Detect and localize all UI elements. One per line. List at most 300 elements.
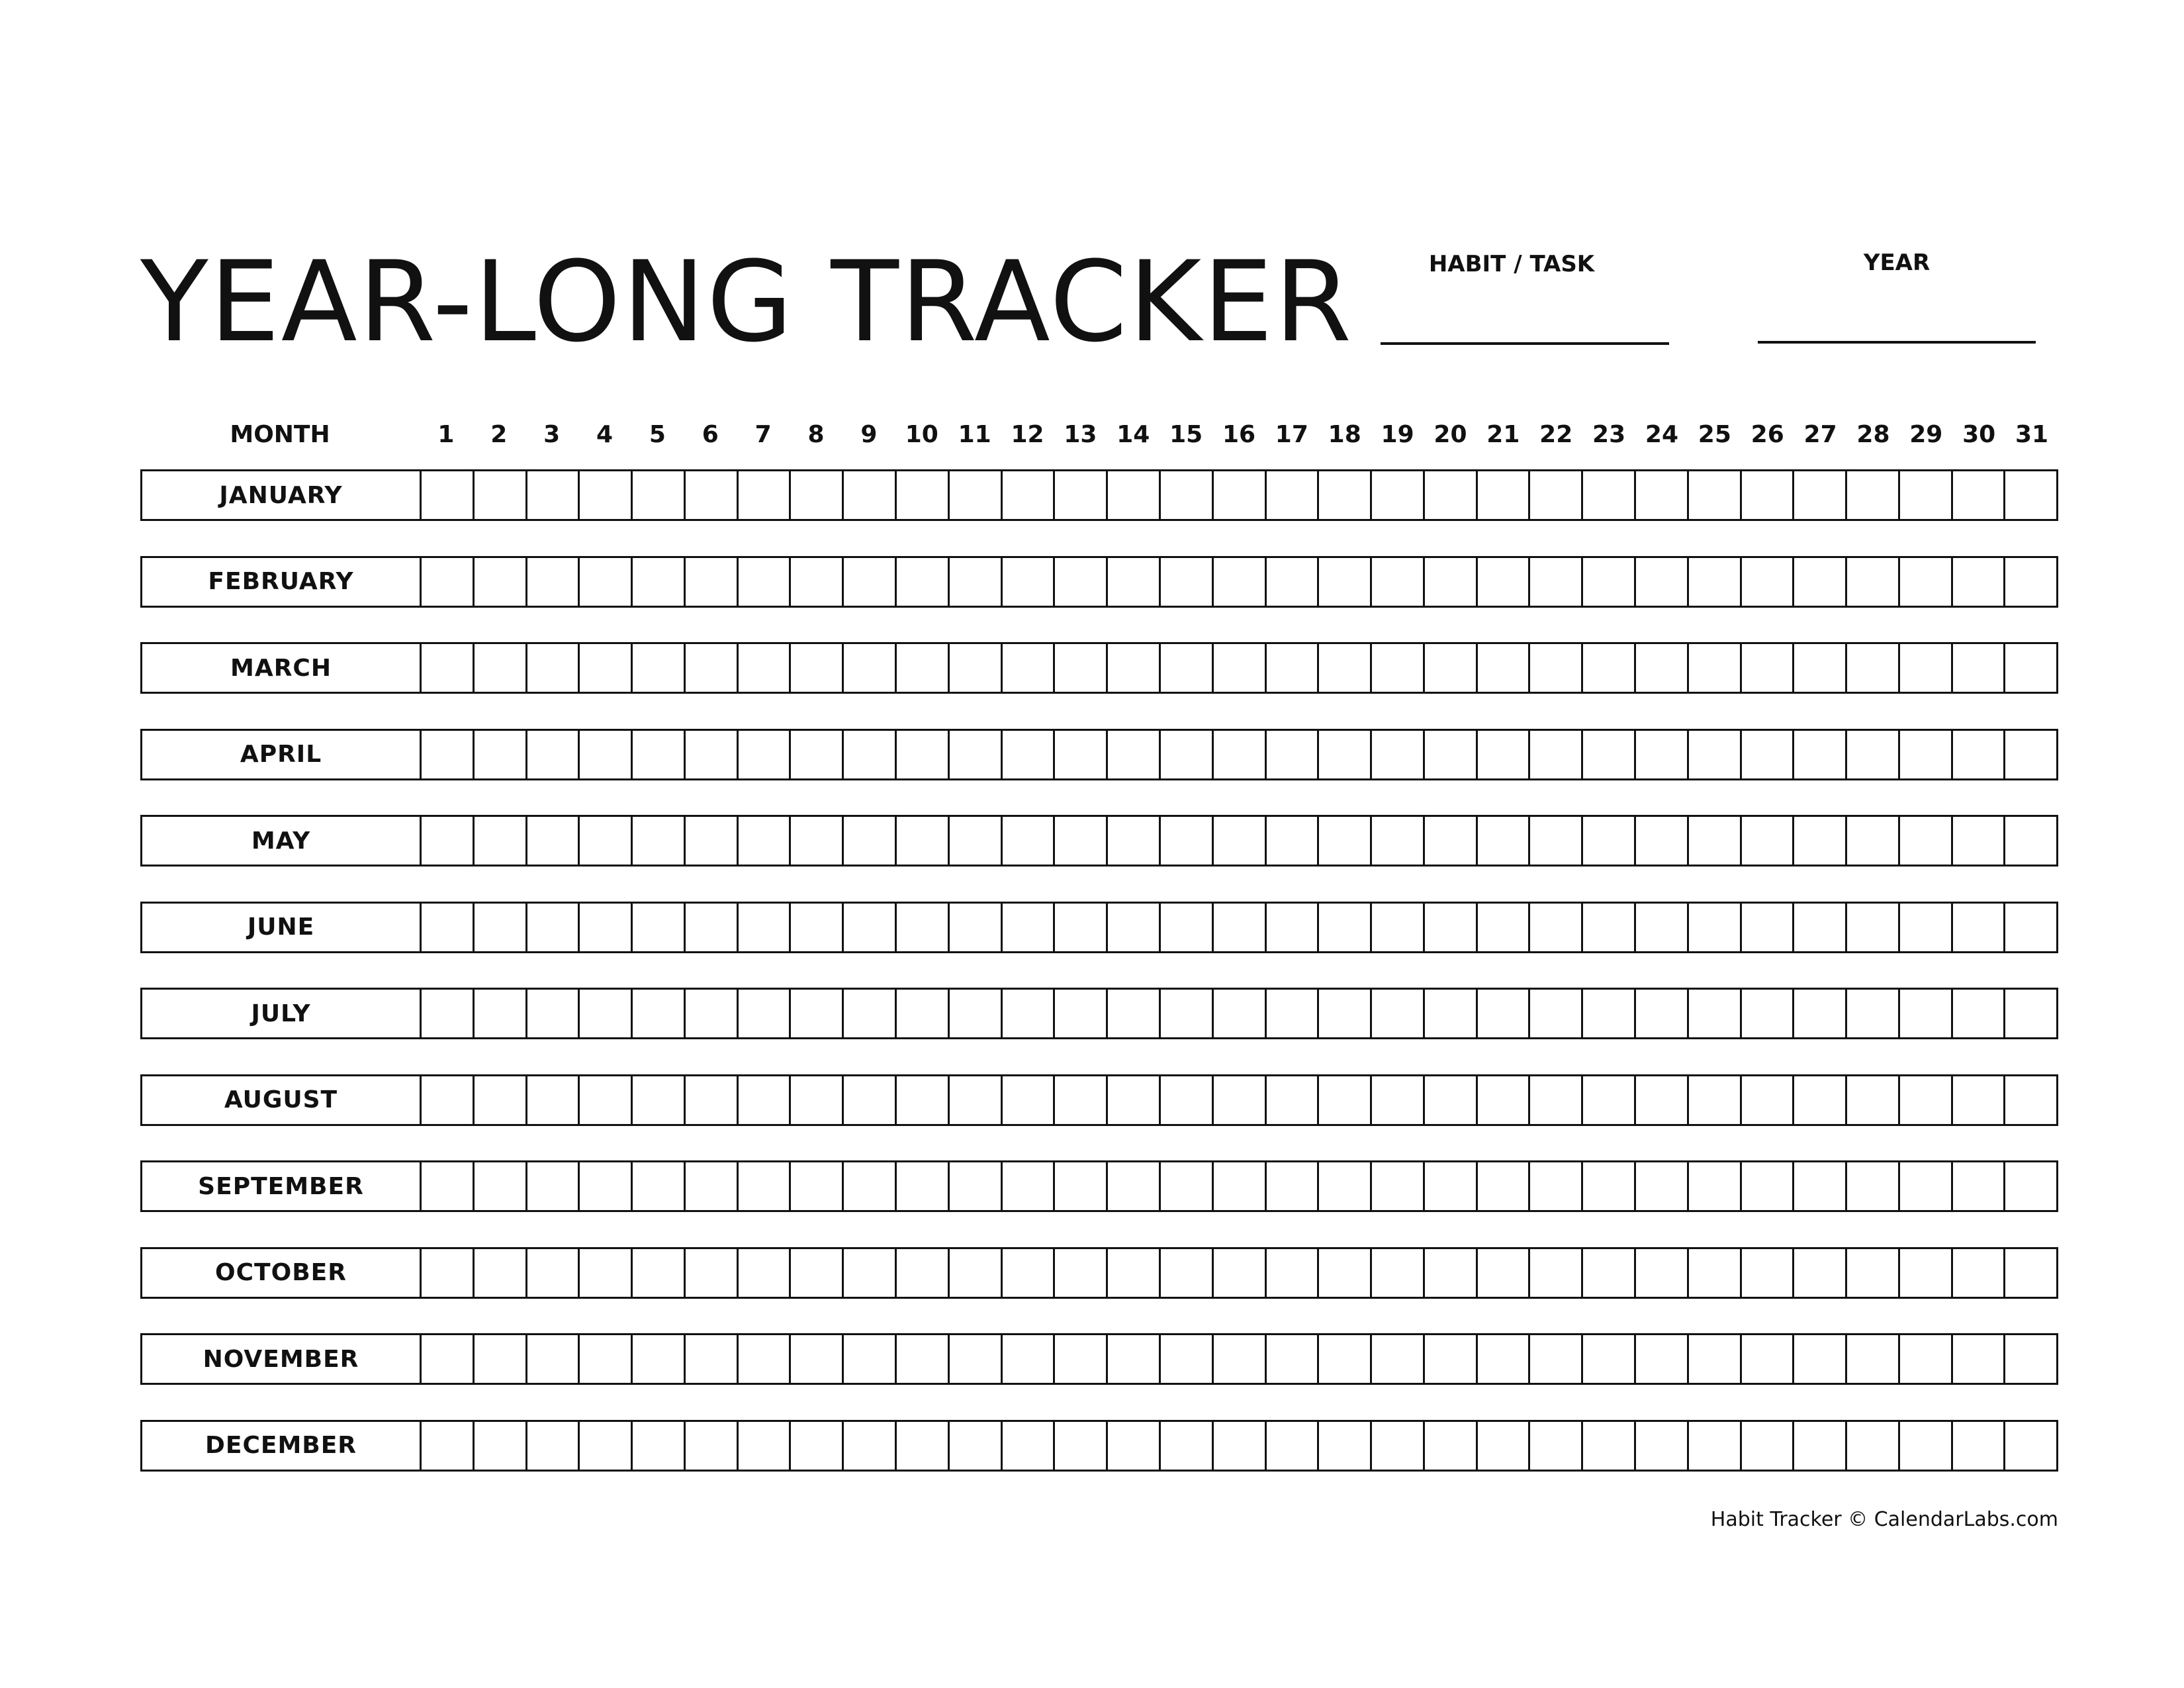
day-checkbox-cell[interactable] bbox=[1530, 1422, 1583, 1470]
day-checkbox-cell[interactable] bbox=[739, 904, 792, 951]
day-checkbox-cell[interactable] bbox=[1847, 1335, 1900, 1383]
day-checkbox-cell[interactable] bbox=[1214, 1076, 1267, 1124]
day-checkbox-cell[interactable] bbox=[1425, 731, 1478, 778]
day-checkbox-cell[interactable] bbox=[422, 1335, 475, 1383]
day-checkbox-cell[interactable] bbox=[1953, 731, 2006, 778]
day-checkbox-cell[interactable] bbox=[1319, 990, 1372, 1037]
day-checkbox-cell[interactable] bbox=[1055, 1162, 1108, 1210]
day-checkbox-cell[interactable] bbox=[1161, 471, 1214, 519]
day-checkbox-cell[interactable] bbox=[1794, 904, 1847, 951]
day-checkbox-cell[interactable] bbox=[1372, 644, 1425, 692]
day-checkbox-cell[interactable] bbox=[633, 1076, 686, 1124]
day-checkbox-cell[interactable] bbox=[580, 558, 633, 606]
day-checkbox-cell[interactable] bbox=[1108, 990, 1161, 1037]
day-checkbox-cell[interactable] bbox=[580, 644, 633, 692]
day-checkbox-cell[interactable] bbox=[1689, 1422, 1742, 1470]
day-checkbox-cell[interactable] bbox=[791, 471, 844, 519]
day-checkbox-cell[interactable] bbox=[897, 1249, 950, 1297]
day-checkbox-cell[interactable] bbox=[1161, 644, 1214, 692]
day-checkbox-cell[interactable] bbox=[1900, 1249, 1953, 1297]
day-checkbox-cell[interactable] bbox=[1372, 904, 1425, 951]
day-checkbox-cell[interactable] bbox=[897, 1076, 950, 1124]
day-checkbox-cell[interactable] bbox=[844, 817, 897, 865]
day-checkbox-cell[interactable] bbox=[1214, 1335, 1267, 1383]
day-checkbox-cell[interactable] bbox=[844, 1162, 897, 1210]
day-checkbox-cell[interactable] bbox=[1108, 644, 1161, 692]
day-checkbox-cell[interactable] bbox=[1953, 1422, 2006, 1470]
day-checkbox-cell[interactable] bbox=[1108, 817, 1161, 865]
day-checkbox-cell[interactable] bbox=[1003, 1162, 1056, 1210]
day-checkbox-cell[interactable] bbox=[686, 817, 739, 865]
day-checkbox-cell[interactable] bbox=[1794, 731, 1847, 778]
day-checkbox-cell[interactable] bbox=[1689, 990, 1742, 1037]
day-checkbox-cell[interactable] bbox=[1742, 1422, 1795, 1470]
day-checkbox-cell[interactable] bbox=[633, 1162, 686, 1210]
day-checkbox-cell[interactable] bbox=[1478, 1076, 1531, 1124]
day-checkbox-cell[interactable] bbox=[791, 558, 844, 606]
day-checkbox-cell[interactable] bbox=[1794, 1076, 1847, 1124]
day-checkbox-cell[interactable] bbox=[527, 1335, 580, 1383]
day-checkbox-cell[interactable] bbox=[1055, 904, 1108, 951]
day-checkbox-cell[interactable] bbox=[1636, 1249, 1689, 1297]
day-checkbox-cell[interactable] bbox=[1372, 817, 1425, 865]
day-checkbox-cell[interactable] bbox=[527, 1076, 580, 1124]
day-checkbox-cell[interactable] bbox=[1742, 1076, 1795, 1124]
day-checkbox-cell[interactable] bbox=[1742, 644, 1795, 692]
day-checkbox-cell[interactable] bbox=[1583, 1076, 1636, 1124]
day-checkbox-cell[interactable] bbox=[1847, 817, 1900, 865]
day-checkbox-cell[interactable] bbox=[1161, 904, 1214, 951]
day-checkbox-cell[interactable] bbox=[1425, 1335, 1478, 1383]
day-checkbox-cell[interactable] bbox=[791, 990, 844, 1037]
day-checkbox-cell[interactable] bbox=[1161, 817, 1214, 865]
day-checkbox-cell[interactable] bbox=[1900, 644, 1953, 692]
day-checkbox-cell[interactable] bbox=[1530, 1249, 1583, 1297]
day-checkbox-cell[interactable] bbox=[1108, 558, 1161, 606]
day-checkbox-cell[interactable] bbox=[1953, 1249, 2006, 1297]
day-checkbox-cell[interactable] bbox=[1055, 990, 1108, 1037]
day-checkbox-cell[interactable] bbox=[1055, 1076, 1108, 1124]
day-checkbox-cell[interactable] bbox=[2005, 731, 2056, 778]
day-checkbox-cell[interactable] bbox=[739, 1422, 792, 1470]
day-checkbox-cell[interactable] bbox=[1161, 990, 1214, 1037]
day-checkbox-cell[interactable] bbox=[1953, 471, 2006, 519]
day-checkbox-cell[interactable] bbox=[527, 817, 580, 865]
day-checkbox-cell[interactable] bbox=[475, 1335, 527, 1383]
day-checkbox-cell[interactable] bbox=[1583, 1422, 1636, 1470]
day-checkbox-cell[interactable] bbox=[1900, 1422, 1953, 1470]
day-checkbox-cell[interactable] bbox=[844, 1249, 897, 1297]
day-checkbox-cell[interactable] bbox=[1267, 644, 1320, 692]
day-checkbox-cell[interactable] bbox=[422, 644, 475, 692]
day-checkbox-cell[interactable] bbox=[1267, 1162, 1320, 1210]
day-checkbox-cell[interactable] bbox=[791, 904, 844, 951]
day-checkbox-cell[interactable] bbox=[1583, 1249, 1636, 1297]
day-checkbox-cell[interactable] bbox=[422, 1076, 475, 1124]
day-checkbox-cell[interactable] bbox=[1583, 731, 1636, 778]
day-checkbox-cell[interactable] bbox=[1267, 1422, 1320, 1470]
day-checkbox-cell[interactable] bbox=[739, 644, 792, 692]
day-checkbox-cell[interactable] bbox=[1372, 558, 1425, 606]
day-checkbox-cell[interactable] bbox=[1425, 558, 1478, 606]
day-checkbox-cell[interactable] bbox=[1055, 558, 1108, 606]
day-checkbox-cell[interactable] bbox=[1267, 904, 1320, 951]
day-checkbox-cell[interactable] bbox=[844, 731, 897, 778]
day-checkbox-cell[interactable] bbox=[1847, 1249, 1900, 1297]
day-checkbox-cell[interactable] bbox=[950, 731, 1003, 778]
day-checkbox-cell[interactable] bbox=[1794, 558, 1847, 606]
day-checkbox-cell[interactable] bbox=[1108, 1076, 1161, 1124]
day-checkbox-cell[interactable] bbox=[686, 1249, 739, 1297]
day-checkbox-cell[interactable] bbox=[1425, 1249, 1478, 1297]
day-checkbox-cell[interactable] bbox=[633, 558, 686, 606]
day-checkbox-cell[interactable] bbox=[422, 990, 475, 1037]
day-checkbox-cell[interactable] bbox=[1161, 731, 1214, 778]
day-checkbox-cell[interactable] bbox=[580, 990, 633, 1037]
day-checkbox-cell[interactable] bbox=[1636, 1162, 1689, 1210]
day-checkbox-cell[interactable] bbox=[1003, 731, 1056, 778]
day-checkbox-cell[interactable] bbox=[1900, 731, 1953, 778]
day-checkbox-cell[interactable] bbox=[580, 471, 633, 519]
day-checkbox-cell[interactable] bbox=[1900, 990, 1953, 1037]
day-checkbox-cell[interactable] bbox=[1372, 731, 1425, 778]
day-checkbox-cell[interactable] bbox=[1847, 471, 1900, 519]
day-checkbox-cell[interactable] bbox=[2005, 904, 2056, 951]
day-checkbox-cell[interactable] bbox=[844, 1422, 897, 1470]
day-checkbox-cell[interactable] bbox=[1319, 1249, 1372, 1297]
day-checkbox-cell[interactable] bbox=[1478, 904, 1531, 951]
day-checkbox-cell[interactable] bbox=[1214, 904, 1267, 951]
day-checkbox-cell[interactable] bbox=[1689, 558, 1742, 606]
day-checkbox-cell[interactable] bbox=[1108, 1335, 1161, 1383]
day-checkbox-cell[interactable] bbox=[580, 731, 633, 778]
day-checkbox-cell[interactable] bbox=[1214, 731, 1267, 778]
day-checkbox-cell[interactable] bbox=[527, 731, 580, 778]
day-checkbox-cell[interactable] bbox=[1161, 1422, 1214, 1470]
day-checkbox-cell[interactable] bbox=[686, 990, 739, 1037]
day-checkbox-cell[interactable] bbox=[1689, 904, 1742, 951]
day-checkbox-cell[interactable] bbox=[1742, 990, 1795, 1037]
day-checkbox-cell[interactable] bbox=[1900, 904, 1953, 951]
day-checkbox-cell[interactable] bbox=[1794, 990, 1847, 1037]
day-checkbox-cell[interactable] bbox=[2005, 1422, 2056, 1470]
day-checkbox-cell[interactable] bbox=[580, 1335, 633, 1383]
day-checkbox-cell[interactable] bbox=[1425, 1422, 1478, 1470]
day-checkbox-cell[interactable] bbox=[1161, 1162, 1214, 1210]
day-checkbox-cell[interactable] bbox=[1478, 731, 1531, 778]
day-checkbox-cell[interactable] bbox=[1003, 471, 1056, 519]
day-checkbox-cell[interactable] bbox=[1742, 1162, 1795, 1210]
day-checkbox-cell[interactable] bbox=[950, 1422, 1003, 1470]
day-checkbox-cell[interactable] bbox=[527, 990, 580, 1037]
day-checkbox-cell[interactable] bbox=[1108, 1162, 1161, 1210]
day-checkbox-cell[interactable] bbox=[2005, 471, 2056, 519]
day-checkbox-cell[interactable] bbox=[1530, 558, 1583, 606]
day-checkbox-cell[interactable] bbox=[1425, 1076, 1478, 1124]
day-checkbox-cell[interactable] bbox=[950, 1249, 1003, 1297]
day-checkbox-cell[interactable] bbox=[1583, 1162, 1636, 1210]
day-checkbox-cell[interactable] bbox=[633, 644, 686, 692]
day-checkbox-cell[interactable] bbox=[897, 990, 950, 1037]
day-checkbox-cell[interactable] bbox=[1636, 990, 1689, 1037]
day-checkbox-cell[interactable] bbox=[1530, 990, 1583, 1037]
day-checkbox-cell[interactable] bbox=[1055, 471, 1108, 519]
day-checkbox-cell[interactable] bbox=[2005, 1162, 2056, 1210]
day-checkbox-cell[interactable] bbox=[1583, 1335, 1636, 1383]
day-checkbox-cell[interactable] bbox=[1900, 1162, 1953, 1210]
day-checkbox-cell[interactable] bbox=[950, 817, 1003, 865]
day-checkbox-cell[interactable] bbox=[897, 471, 950, 519]
day-checkbox-cell[interactable] bbox=[1425, 904, 1478, 951]
day-checkbox-cell[interactable] bbox=[1478, 1335, 1531, 1383]
day-checkbox-cell[interactable] bbox=[1161, 1249, 1214, 1297]
day-checkbox-cell[interactable] bbox=[527, 558, 580, 606]
day-checkbox-cell[interactable] bbox=[1214, 990, 1267, 1037]
day-checkbox-cell[interactable] bbox=[1742, 731, 1795, 778]
day-checkbox-cell[interactable] bbox=[475, 1076, 527, 1124]
day-checkbox-cell[interactable] bbox=[1742, 1335, 1795, 1383]
day-checkbox-cell[interactable] bbox=[844, 471, 897, 519]
day-checkbox-cell[interactable] bbox=[1636, 471, 1689, 519]
day-checkbox-cell[interactable] bbox=[1636, 1422, 1689, 1470]
day-checkbox-cell[interactable] bbox=[1214, 1162, 1267, 1210]
day-checkbox-cell[interactable] bbox=[422, 471, 475, 519]
day-checkbox-cell[interactable] bbox=[1900, 817, 1953, 865]
day-checkbox-cell[interactable] bbox=[580, 904, 633, 951]
day-checkbox-cell[interactable] bbox=[1847, 904, 1900, 951]
day-checkbox-cell[interactable] bbox=[580, 1249, 633, 1297]
day-checkbox-cell[interactable] bbox=[1689, 1076, 1742, 1124]
day-checkbox-cell[interactable] bbox=[1478, 1162, 1531, 1210]
day-checkbox-cell[interactable] bbox=[422, 1162, 475, 1210]
day-checkbox-cell[interactable] bbox=[1055, 731, 1108, 778]
day-checkbox-cell[interactable] bbox=[422, 558, 475, 606]
day-checkbox-cell[interactable] bbox=[791, 731, 844, 778]
day-checkbox-cell[interactable] bbox=[686, 644, 739, 692]
day-checkbox-cell[interactable] bbox=[475, 904, 527, 951]
day-checkbox-cell[interactable] bbox=[739, 1076, 792, 1124]
day-checkbox-cell[interactable] bbox=[1108, 1249, 1161, 1297]
day-checkbox-cell[interactable] bbox=[475, 1162, 527, 1210]
day-checkbox-cell[interactable] bbox=[1794, 817, 1847, 865]
day-checkbox-cell[interactable] bbox=[633, 817, 686, 865]
day-checkbox-cell[interactable] bbox=[897, 1335, 950, 1383]
day-checkbox-cell[interactable] bbox=[1267, 558, 1320, 606]
day-checkbox-cell[interactable] bbox=[1953, 644, 2006, 692]
day-checkbox-cell[interactable] bbox=[2005, 1076, 2056, 1124]
day-checkbox-cell[interactable] bbox=[475, 471, 527, 519]
day-checkbox-cell[interactable] bbox=[844, 1335, 897, 1383]
day-checkbox-cell[interactable] bbox=[1214, 644, 1267, 692]
day-checkbox-cell[interactable] bbox=[1478, 990, 1531, 1037]
day-checkbox-cell[interactable] bbox=[527, 904, 580, 951]
habit-task-line[interactable] bbox=[1381, 342, 1669, 345]
day-checkbox-cell[interactable] bbox=[1742, 817, 1795, 865]
day-checkbox-cell[interactable] bbox=[633, 471, 686, 519]
day-checkbox-cell[interactable] bbox=[1636, 731, 1689, 778]
day-checkbox-cell[interactable] bbox=[1636, 1335, 1689, 1383]
day-checkbox-cell[interactable] bbox=[527, 1422, 580, 1470]
day-checkbox-cell[interactable] bbox=[580, 1076, 633, 1124]
day-checkbox-cell[interactable] bbox=[1478, 644, 1531, 692]
day-checkbox-cell[interactable] bbox=[897, 731, 950, 778]
day-checkbox-cell[interactable] bbox=[686, 558, 739, 606]
day-checkbox-cell[interactable] bbox=[686, 471, 739, 519]
day-checkbox-cell[interactable] bbox=[897, 558, 950, 606]
day-checkbox-cell[interactable] bbox=[950, 471, 1003, 519]
day-checkbox-cell[interactable] bbox=[475, 644, 527, 692]
day-checkbox-cell[interactable] bbox=[1372, 1422, 1425, 1470]
day-checkbox-cell[interactable] bbox=[739, 817, 792, 865]
day-checkbox-cell[interactable] bbox=[1425, 990, 1478, 1037]
day-checkbox-cell[interactable] bbox=[1847, 1422, 1900, 1470]
day-checkbox-cell[interactable] bbox=[2005, 817, 2056, 865]
day-checkbox-cell[interactable] bbox=[422, 817, 475, 865]
day-checkbox-cell[interactable] bbox=[1953, 990, 2006, 1037]
day-checkbox-cell[interactable] bbox=[1953, 1335, 2006, 1383]
day-checkbox-cell[interactable] bbox=[1108, 904, 1161, 951]
day-checkbox-cell[interactable] bbox=[1689, 1162, 1742, 1210]
day-checkbox-cell[interactable] bbox=[950, 1076, 1003, 1124]
day-checkbox-cell[interactable] bbox=[1847, 644, 1900, 692]
day-checkbox-cell[interactable] bbox=[1636, 1076, 1689, 1124]
day-checkbox-cell[interactable] bbox=[1055, 817, 1108, 865]
day-checkbox-cell[interactable] bbox=[633, 1335, 686, 1383]
day-checkbox-cell[interactable] bbox=[897, 644, 950, 692]
day-checkbox-cell[interactable] bbox=[1372, 1335, 1425, 1383]
day-checkbox-cell[interactable] bbox=[739, 1335, 792, 1383]
day-checkbox-cell[interactable] bbox=[791, 1335, 844, 1383]
day-checkbox-cell[interactable] bbox=[1425, 1162, 1478, 1210]
day-checkbox-cell[interactable] bbox=[2005, 644, 2056, 692]
day-checkbox-cell[interactable] bbox=[527, 471, 580, 519]
day-checkbox-cell[interactable] bbox=[686, 1422, 739, 1470]
day-checkbox-cell[interactable] bbox=[1319, 1076, 1372, 1124]
day-checkbox-cell[interactable] bbox=[1372, 471, 1425, 519]
day-checkbox-cell[interactable] bbox=[686, 731, 739, 778]
day-checkbox-cell[interactable] bbox=[1425, 644, 1478, 692]
day-checkbox-cell[interactable] bbox=[1003, 817, 1056, 865]
day-checkbox-cell[interactable] bbox=[1900, 1076, 1953, 1124]
day-checkbox-cell[interactable] bbox=[1794, 644, 1847, 692]
day-checkbox-cell[interactable] bbox=[1425, 817, 1478, 865]
day-checkbox-cell[interactable] bbox=[422, 731, 475, 778]
day-checkbox-cell[interactable] bbox=[1055, 644, 1108, 692]
day-checkbox-cell[interactable] bbox=[1953, 1076, 2006, 1124]
day-checkbox-cell[interactable] bbox=[1214, 558, 1267, 606]
day-checkbox-cell[interactable] bbox=[1583, 644, 1636, 692]
day-checkbox-cell[interactable] bbox=[1319, 644, 1372, 692]
day-checkbox-cell[interactable] bbox=[2005, 1249, 2056, 1297]
day-checkbox-cell[interactable] bbox=[1794, 1422, 1847, 1470]
day-checkbox-cell[interactable] bbox=[475, 817, 527, 865]
day-checkbox-cell[interactable] bbox=[580, 1162, 633, 1210]
day-checkbox-cell[interactable] bbox=[950, 644, 1003, 692]
day-checkbox-cell[interactable] bbox=[1847, 990, 1900, 1037]
day-checkbox-cell[interactable] bbox=[1794, 1335, 1847, 1383]
day-checkbox-cell[interactable] bbox=[1636, 904, 1689, 951]
day-checkbox-cell[interactable] bbox=[1055, 1249, 1108, 1297]
day-checkbox-cell[interactable] bbox=[1319, 1422, 1372, 1470]
day-checkbox-cell[interactable] bbox=[1319, 1335, 1372, 1383]
day-checkbox-cell[interactable] bbox=[844, 558, 897, 606]
day-checkbox-cell[interactable] bbox=[1003, 1335, 1056, 1383]
day-checkbox-cell[interactable] bbox=[1108, 471, 1161, 519]
day-checkbox-cell[interactable] bbox=[1953, 1162, 2006, 1210]
day-checkbox-cell[interactable] bbox=[1425, 471, 1478, 519]
day-checkbox-cell[interactable] bbox=[1267, 990, 1320, 1037]
day-checkbox-cell[interactable] bbox=[950, 904, 1003, 951]
day-checkbox-cell[interactable] bbox=[1003, 1422, 1056, 1470]
day-checkbox-cell[interactable] bbox=[1055, 1335, 1108, 1383]
day-checkbox-cell[interactable] bbox=[739, 471, 792, 519]
day-checkbox-cell[interactable] bbox=[686, 1335, 739, 1383]
day-checkbox-cell[interactable] bbox=[1953, 558, 2006, 606]
day-checkbox-cell[interactable] bbox=[1214, 817, 1267, 865]
day-checkbox-cell[interactable] bbox=[1003, 644, 1056, 692]
day-checkbox-cell[interactable] bbox=[1530, 1076, 1583, 1124]
day-checkbox-cell[interactable] bbox=[791, 1076, 844, 1124]
day-checkbox-cell[interactable] bbox=[1953, 904, 2006, 951]
day-checkbox-cell[interactable] bbox=[1267, 731, 1320, 778]
day-checkbox-cell[interactable] bbox=[1214, 471, 1267, 519]
day-checkbox-cell[interactable] bbox=[1372, 1076, 1425, 1124]
day-checkbox-cell[interactable] bbox=[1847, 731, 1900, 778]
day-checkbox-cell[interactable] bbox=[1267, 817, 1320, 865]
day-checkbox-cell[interactable] bbox=[1267, 1076, 1320, 1124]
day-checkbox-cell[interactable] bbox=[739, 731, 792, 778]
day-checkbox-cell[interactable] bbox=[633, 904, 686, 951]
day-checkbox-cell[interactable] bbox=[1583, 990, 1636, 1037]
day-checkbox-cell[interactable] bbox=[844, 904, 897, 951]
day-checkbox-cell[interactable] bbox=[1478, 558, 1531, 606]
day-checkbox-cell[interactable] bbox=[2005, 558, 2056, 606]
day-checkbox-cell[interactable] bbox=[1847, 1162, 1900, 1210]
day-checkbox-cell[interactable] bbox=[1161, 1335, 1214, 1383]
day-checkbox-cell[interactable] bbox=[1003, 558, 1056, 606]
day-checkbox-cell[interactable] bbox=[897, 817, 950, 865]
day-checkbox-cell[interactable] bbox=[1583, 558, 1636, 606]
day-checkbox-cell[interactable] bbox=[1953, 817, 2006, 865]
day-checkbox-cell[interactable] bbox=[1108, 731, 1161, 778]
day-checkbox-cell[interactable] bbox=[1583, 904, 1636, 951]
day-checkbox-cell[interactable] bbox=[739, 1249, 792, 1297]
day-checkbox-cell[interactable] bbox=[2005, 990, 2056, 1037]
day-checkbox-cell[interactable] bbox=[1794, 1162, 1847, 1210]
day-checkbox-cell[interactable] bbox=[1530, 817, 1583, 865]
day-checkbox-cell[interactable] bbox=[633, 1249, 686, 1297]
year-line[interactable] bbox=[1758, 341, 2036, 344]
day-checkbox-cell[interactable] bbox=[1583, 471, 1636, 519]
day-checkbox-cell[interactable] bbox=[1003, 990, 1056, 1037]
day-checkbox-cell[interactable] bbox=[897, 1162, 950, 1210]
day-checkbox-cell[interactable] bbox=[580, 817, 633, 865]
day-checkbox-cell[interactable] bbox=[1478, 1249, 1531, 1297]
day-checkbox-cell[interactable] bbox=[1478, 471, 1531, 519]
day-checkbox-cell[interactable] bbox=[1003, 1249, 1056, 1297]
day-checkbox-cell[interactable] bbox=[1689, 471, 1742, 519]
day-checkbox-cell[interactable] bbox=[1583, 817, 1636, 865]
day-checkbox-cell[interactable] bbox=[950, 1335, 1003, 1383]
day-checkbox-cell[interactable] bbox=[1161, 1076, 1214, 1124]
day-checkbox-cell[interactable] bbox=[1900, 558, 1953, 606]
day-checkbox-cell[interactable] bbox=[475, 558, 527, 606]
day-checkbox-cell[interactable] bbox=[1530, 644, 1583, 692]
day-checkbox-cell[interactable] bbox=[1319, 1162, 1372, 1210]
day-checkbox-cell[interactable] bbox=[1794, 471, 1847, 519]
day-checkbox-cell[interactable] bbox=[1108, 1422, 1161, 1470]
day-checkbox-cell[interactable] bbox=[580, 1422, 633, 1470]
